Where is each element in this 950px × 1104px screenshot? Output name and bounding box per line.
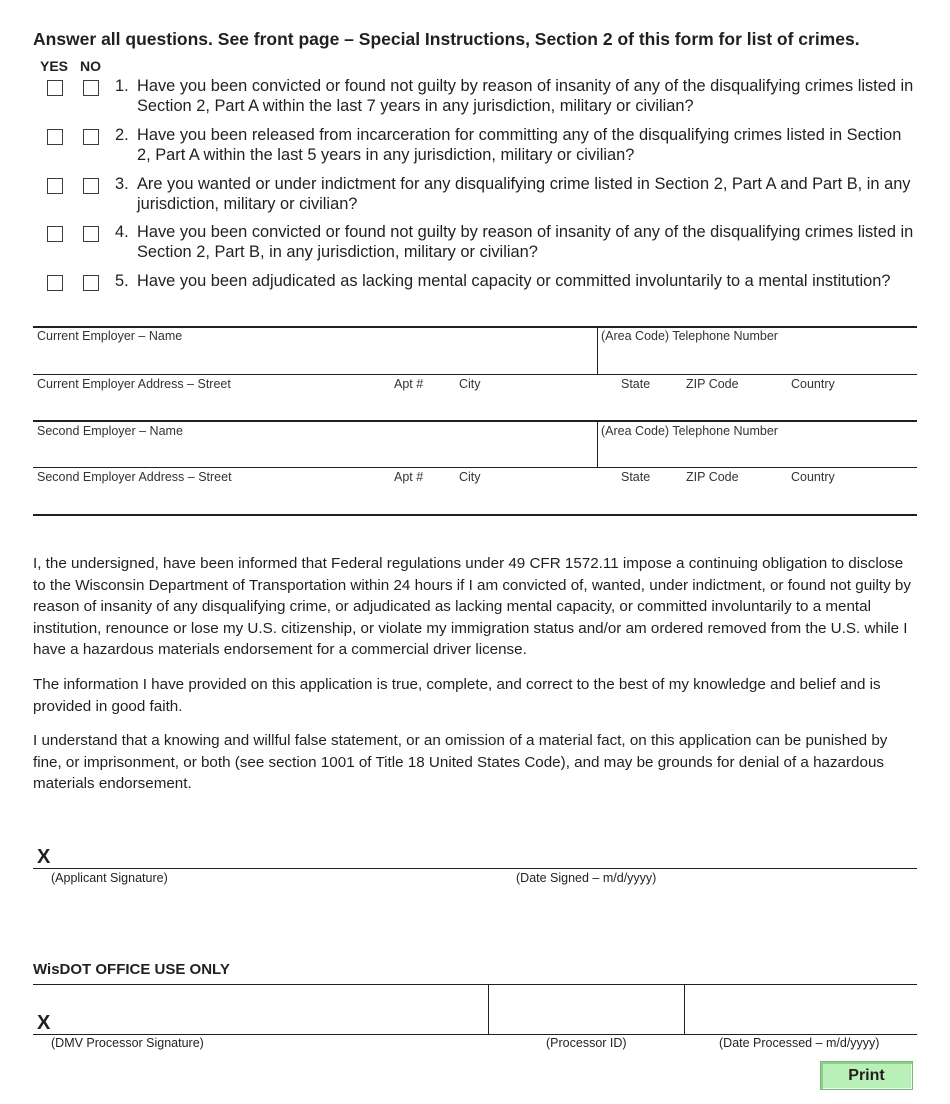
question-number: 1. xyxy=(115,77,129,95)
question-4-no-checkbox[interactable] xyxy=(83,226,99,242)
print-button[interactable]: Print xyxy=(820,1061,913,1090)
date-processed-field[interactable] xyxy=(685,985,917,1034)
current-employer-name-label: Current Employer – Name xyxy=(37,329,183,343)
processor-id-field[interactable] xyxy=(489,985,684,1034)
question-text: Have you been released from incarceration for committing any of the disqualifying crimes listed in Section 2, Part A within the last 5 years in any jurisdiction, military or civilian? xyxy=(137,126,902,164)
question-4-yes-checkbox[interactable] xyxy=(47,226,63,242)
question-text: Are you wanted or under indictment for any disqualifying crime listed in Section 2, Part A and Part B, in any jurisdiction, military or civilian? xyxy=(137,175,911,213)
question-2-yes-checkbox[interactable] xyxy=(47,129,63,145)
second-employer-apt-label: Apt # xyxy=(394,470,424,484)
second-employer-city-label: City xyxy=(459,470,481,484)
processor-signature-label: (DMV Processor Signature) xyxy=(51,1036,204,1050)
question-1-no-checkbox[interactable] xyxy=(83,80,99,96)
current-employer-phone-label: (Area Code) Telephone Number xyxy=(601,329,778,343)
applicant-signature-label: (Applicant Signature) xyxy=(51,871,168,885)
question-number: 5. xyxy=(115,272,129,290)
current-employer-state-label: State xyxy=(621,377,651,391)
applicant-signature-field[interactable] xyxy=(33,838,917,868)
current-employer-country-label: Country xyxy=(791,377,835,391)
signature-line xyxy=(33,868,917,869)
question-text: Have you been convicted or found not guilty by reason of insanity of any of the disqualifying crimes listed in Section 2, Part A within the last 7 years in any jurisdiction, military or civilian? xyxy=(137,77,914,115)
divider xyxy=(33,467,917,468)
second-employer-phone-label: (Area Code) Telephone Number xyxy=(601,424,778,438)
date-processed-label: (Date Processed – m/d/yyyy) xyxy=(719,1036,880,1050)
date-signed-label: (Date Signed – m/d/yyyy) xyxy=(516,871,657,885)
current-employer-street-label: Current Employer Address – Street xyxy=(37,377,231,391)
divider xyxy=(33,374,917,375)
question-5 xyxy=(0,271,950,315)
employer-bottom-rule xyxy=(33,514,917,516)
second-employer-zip-label: ZIP Code xyxy=(686,470,739,484)
question-3-no-checkbox[interactable] xyxy=(83,178,99,194)
question-text: Have you been convicted or found not guilty by reason of insanity of any of the disqualifying crimes listed in Section 2, Part B, in any jurisdiction, military or civilian? xyxy=(137,223,914,261)
office-use-heading: WisDOT OFFICE USE ONLY xyxy=(33,961,230,978)
current-employer-zip-label: ZIP Code xyxy=(686,377,739,391)
question-number: 4. xyxy=(115,223,129,241)
question-2 xyxy=(0,125,950,169)
yes-column-label: YES xyxy=(40,58,69,74)
current-employer-apt-label: Apt # xyxy=(394,377,424,391)
question-5-yes-checkbox[interactable] xyxy=(47,275,63,291)
question-4 xyxy=(0,222,950,266)
question-5-no-checkbox[interactable] xyxy=(83,275,99,291)
divider xyxy=(33,1034,917,1035)
second-employer-street-label: Second Employer Address – Street xyxy=(37,470,232,484)
question-3-yes-checkbox[interactable] xyxy=(47,178,63,194)
question-number: 2. xyxy=(115,126,129,144)
question-1 xyxy=(0,76,950,120)
processor-id-label: (Processor ID) xyxy=(546,1036,627,1050)
continuing-obligation-paragraph: I, the undersigned, have been informed that Federal regulations under 49 CFR 1572.11 impose a continuing obligation to disclose to the Wisconsin Department of Transportation within 24 hours if I am convicted of, wanted, under indictment, or found not guilty by reason of insanity of any disqualifying crime, or adjudicated as lacking mental capacity, or committed involuntarily to a mental institution, renounce or lose my U.S. citizenship, or violate my immigration status and/or am ordered removed from the U.S. while I have a hazardous materials endorsement for a commercial driver license. xyxy=(33,555,911,659)
processor-x-mark: X xyxy=(37,1012,51,1034)
second-employer-country-label: Country xyxy=(791,470,835,484)
second-employer-state-label: State xyxy=(621,470,651,484)
processor-signature-field[interactable] xyxy=(33,985,488,1034)
no-column-label: NO xyxy=(80,58,101,74)
second-employer-name-label: Second Employer – Name xyxy=(37,424,183,438)
false-statement-paragraph: I understand that a knowing and willful false statement, or an omission of a material fact, on this application can be punished by fine, or imprisonment, or both (see section 1001 of Title 18 United States Code), and may be grounds for denial of a hazardous materials endorsement. xyxy=(33,732,888,793)
instructions-heading: Answer all questions. See front page – Special Instructions, Section 2 of this form for list of crimes. xyxy=(33,29,860,49)
current-employer-city-label: City xyxy=(459,377,481,391)
question-number: 3. xyxy=(115,175,129,193)
truthfulness-paragraph: The information I have provided on this application is true, complete, and correct to the best of my knowledge and belief and is provided in good faith. xyxy=(33,676,881,715)
question-2-no-checkbox[interactable] xyxy=(83,129,99,145)
question-text: Have you been adjudicated as lacking mental capacity or committed involuntarily to a mental institution? xyxy=(137,272,891,290)
signature-x-mark: X xyxy=(37,846,51,868)
question-3 xyxy=(0,174,950,218)
question-1-yes-checkbox[interactable] xyxy=(47,80,63,96)
